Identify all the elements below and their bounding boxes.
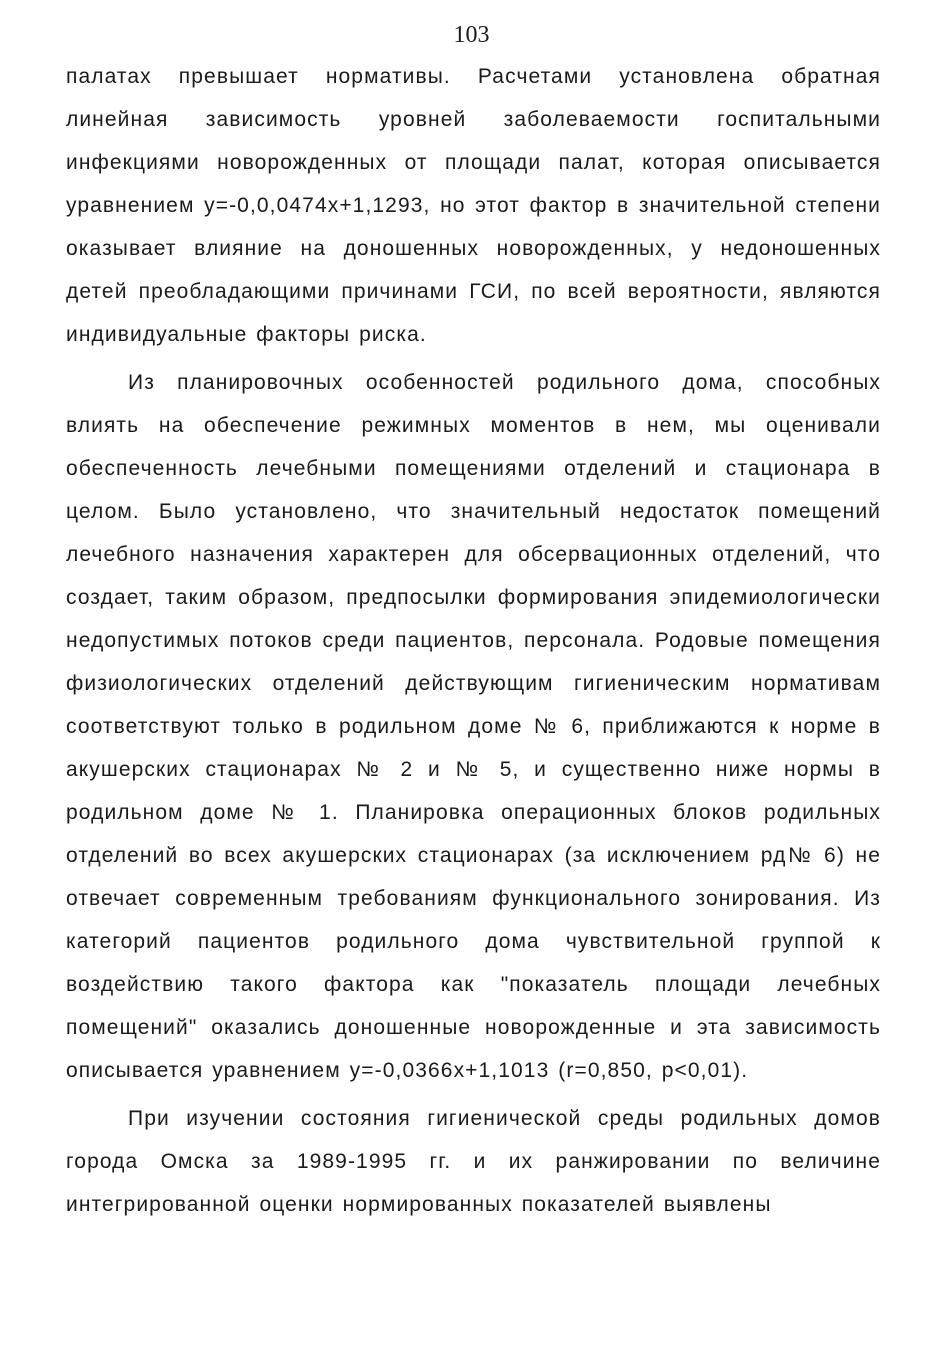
page-number: 103 xyxy=(453,22,490,48)
paragraph-continuation: палатах превышает нормативы. Расчетами установлена обратная линейная зависимость уровней заболеваемости госпитальными инфекциями новорожденных от площади палат, которая описывается уравнением y=-0,0,0474x+1,1293, но этот фактор в значительной степени оказывает влияние на доношенных новорожденных, у недоношенных детей преобладающими причинами ГСИ, по всей вероятности, являются индивидуальные факторы риска. xyxy=(66,65,881,346)
paragraph-hygienic-environment: При изучении состояния гигиенической среды родильных домов города Омска за 1989-1995 гг. и их ранжировании по величине интегрированной оценки нормированных показателей выявлены xyxy=(66,1107,881,1216)
paragraph-planning-features: Из планировочных особенностей родильного дома, способных влиять на обеспечение режимных моментов в нем, мы оценивали обеспеченность лечебными помещениями отделений и стационара в целом. Было установлено, что значительный недостаток помещений лечебного назначения характерен для обсервационных отделений, что создает, таким образом, предпосылки формирования эпидемиологически недопустимых потоков среди пациентов, персонала. Родовые помещения физиологических отделений действующим гигиеническим нормативам соответствуют только в родильном доме № 6, приближаются к норме в акушерских стационарах № 2 и № 5, и существенно ниже нормы в родильном доме № 1. Планировка операционных блоков родильных отделений во всех акушерских стационарах (за исключением рд№ 6) не отвечает современным требованиям функционального зонирования. Из категорий пациентов родильного дома чувствительной группой к воздействию такого фактора как "показатель площади лечебных помещений" оказались доношенные новорожденные и эта зависимость описывается уравнением y=-0,0366x+1,1013 (r=0,850, p<0,01). xyxy=(66,371,881,1082)
body-text xyxy=(66,55,881,1226)
